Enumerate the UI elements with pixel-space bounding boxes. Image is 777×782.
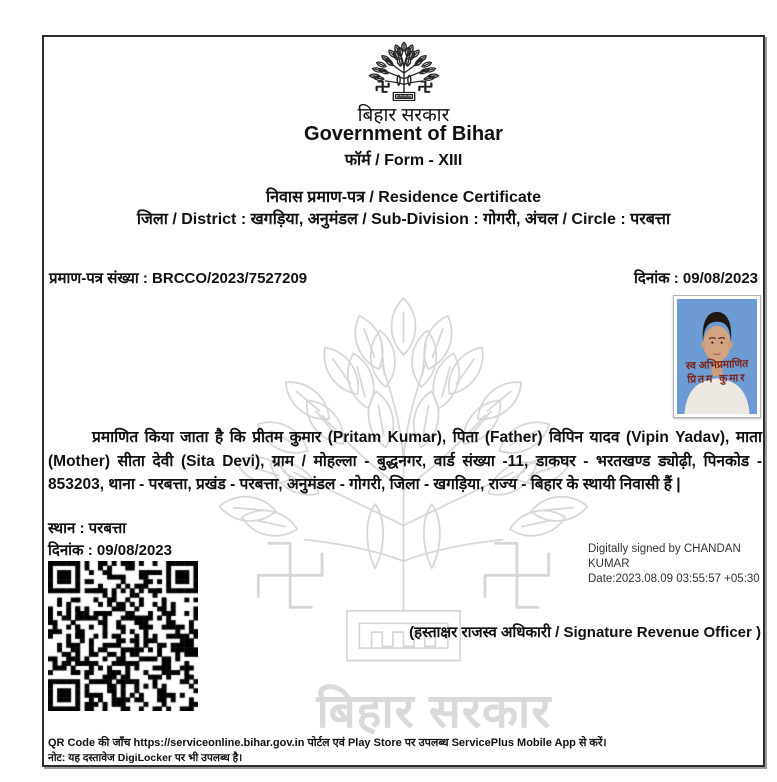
certificate-document [42, 35, 765, 767]
issue-date: दिनांक : 09/08/2023 [48, 542, 172, 559]
footer-line1: QR Code की जाँच https://serviceonline.bihar.gov.in पोर्टल एवं Play Store पर उपलब्ध ServicePlus Mobile App से करें। [48, 737, 607, 749]
meta-row [49, 268, 758, 288]
org-name-hindi: बिहार सरकार [357, 105, 450, 126]
issue-date-top: दिनांक : 09/08/2023 [634, 270, 758, 287]
government-emblem-icon [364, 41, 444, 105]
form-number: फॉर्म / Form - XIII [344, 152, 463, 169]
photo-attestation-line1: स्व अभिप्रमाणित [685, 357, 749, 373]
qr-code [48, 561, 198, 711]
certificate-body: प्रमाणित किया जाता है कि प्रीतम कुमार (Pritam Kumar), पिता (Father) विपिन यादव (Vipin Yadav), माता (Mother) सीता देवी (Sita Devi), ग्राम / मोहल्ला - बुद्धनगर, वार्ड संख्या -11, डाकघर - भरतखण्ड ड्योढ़ी, पिनकोड - 853203, थाना - परबत्ता, प्रखंड - परबत्ता, अनुमंडल - गोगरी, जिला - खगड़िया, राज्य - बिहार के स्थायी निवासी हैं | [48, 429, 762, 493]
certificate-title: निवास प्रमाण-पत्र / Residence Certificate [265, 189, 542, 206]
signature-officer-label: (हस्ताक्षर राजस्व अधिकारी / Signature Revenue Officer ) [409, 624, 761, 641]
digital-signature-line1: Digitally signed by CHANDAN KUMAR [588, 543, 741, 570]
digital-signature-line2: Date:2023.08.09 03:55:57 +05:30 [588, 573, 760, 585]
applicant-photo [673, 295, 761, 418]
digital-signature [588, 542, 763, 587]
org-name-english: Government of Bihar [304, 123, 503, 145]
photo-attestation-line2: प्रितम कुमार [687, 371, 747, 387]
watermark-text: बिहार सरकार [316, 684, 552, 737]
issue-place: स्थान : परबत्ता [48, 520, 127, 537]
footer-line2: नोट: यह दस्तावेज DigiLocker पर भी उपलब्ध है। [48, 752, 243, 764]
footer [48, 736, 759, 765]
jurisdiction-line: जिला / District : खगड़िया, अनुमंडल / Sub-Division : गोगरी, अंचल / Circle : परबत्ता [136, 211, 671, 228]
certificate-number: प्रमाण-पत्र संख्या : BRCCO/2023/7527209 [49, 270, 308, 287]
